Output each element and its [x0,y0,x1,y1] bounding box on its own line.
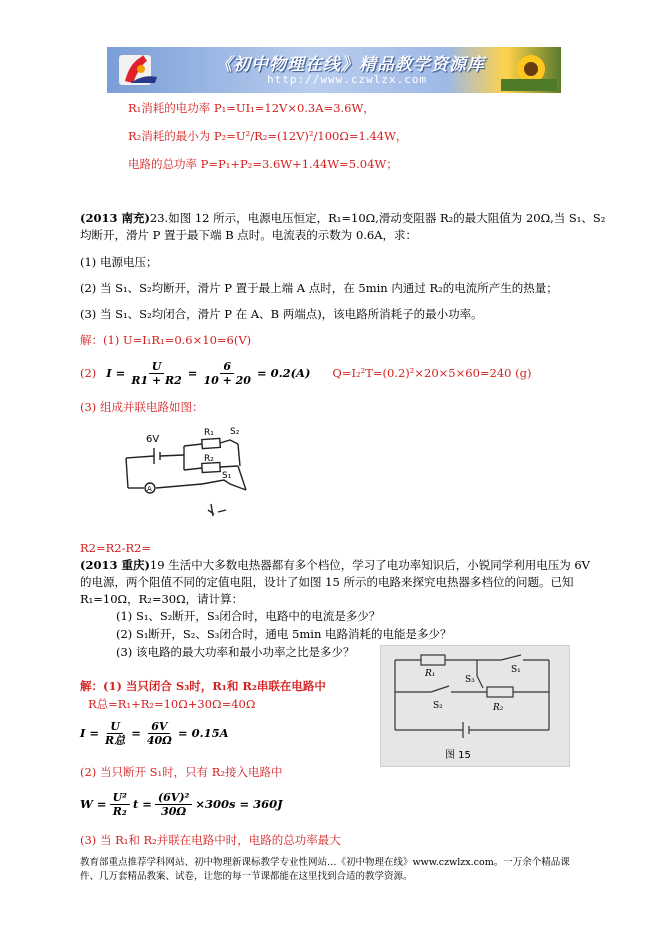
problem2-stem-line3: R₁=10Ω，R₂=30Ω，请计算： [80,592,244,606]
answer2-frac2-den: 10 + 20 [203,373,251,387]
sketch-r1-label: R₁ [204,428,214,438]
problem2-source: (2013 重庆) [80,558,150,572]
energy-frac1-num: U² [110,791,130,805]
site-logo-icon [117,51,167,89]
page-footer [80,856,580,884]
problem2-q3: (3) 该电路的最大功率和最小功率之比是多少？ [116,645,355,659]
sketch-r2-label: R₂ [204,454,214,464]
problem1-answer1: 解：(1) U=I₁R₁=0.6×10=6(V) [80,333,252,347]
current-frac2-den: 40Ω [146,733,172,747]
figure-15-photo [380,645,570,767]
energy-result: ×300s = 360J [195,796,283,811]
fig15-s1-label: S₁ [511,665,521,675]
problem1-q3: (3) 当 S₁、S₂均闭合，滑片 P 在 A、B 两端点)，该电路所消耗子的最小功率。 [80,307,483,321]
p1-power-line: R₁消耗的电功率 P₁=UI₁=12V×0.3A=3.6W， [128,101,375,115]
problem2-q1: (1) S₁、S₂断开，S₃闭合时，电路中的电流是多少？ [116,609,381,623]
total-power-line: 电路的总功率 P=P₁+P₂=3.6W+1.44W=5.04W； [128,157,398,171]
sketch-ammeter-label: A [147,485,152,493]
energy-fraction2 [155,791,192,818]
p2-power-line: R₂消耗的最小为 P₂=U²/R₂=(12V)²/100Ω=1.44W， [128,129,408,143]
current-fraction2 [144,720,175,747]
problem2-stem-line1 [80,558,590,573]
problem1-q1: (1) 电源电压； [80,255,158,269]
energy-symbol: W = [80,796,107,811]
problem1-source: (2013 南充) [80,211,150,225]
energy-frac2-den: 30Ω [161,804,187,818]
fig15-r2-label: R₂ [493,703,504,713]
current-frac2-num: 6V [148,720,170,734]
problem2-total-resistance: R总=R₁+R₂=10Ω+30Ω=40Ω [88,697,256,711]
sketch-voltage-label: 6V [146,434,160,445]
sunflower-icon [501,49,557,91]
answer2-fraction2 [200,360,254,387]
hand-drawn-circuit-sketch [118,418,268,528]
problem1-q2: (2) 当 S₁、S₂均断开，滑片 P 置于最上端 A 点时，在 5min 内通过 R₂的电流所产生的热量； [80,281,558,295]
answer2-frac1-num: U [149,360,165,374]
banner-url[interactable]: http://www.czwlzx.com [267,73,428,86]
problem2-stem-line2: 的电源，两个阻值不同的定值电阻，设计了如图 15 所示的电路来探究电热器多档位的问题。已知 [80,575,574,589]
problem2-solution2: (2) 当只断开 S₁时，只有 R₂接入电路中 [80,765,283,779]
answer2-label: (2) [80,365,97,380]
figure-15-circuit [381,646,569,766]
problem1-stem-line1 [80,211,605,226]
fig15-s2-label: S₂ [433,701,443,711]
problem2-energy-equation [80,786,283,822]
sketch-s2-label: S₂ [230,427,240,437]
problem2-solution1: 解：(1) 当只闭合 S₃时，R₁和 R₂串联在电路中 [80,679,326,693]
answer2-frac1-den: R1 + R2 [131,373,182,387]
current-result: = 0.15A [177,725,229,740]
banner-title: 《初中物理在线》精品教学资源库 [215,55,485,75]
footer-line1: 教育部重点推荐学科网站、初中物理新课标教学专业性网站…《初中物理在线》www.czwlzx.com。一万余个精品课 [80,857,570,868]
fig15-r1-label: R₁ [425,669,436,679]
problem1-stem-line2: 均断开，滑片 P 置于最下端 B 点时。电流表的示数为 0.6A，求： [80,228,418,242]
energy-fraction1 [110,791,130,818]
answer2-frac2-num: 6 [220,360,234,374]
current-fraction1 [102,720,128,747]
problem2-stem-text1: 19 生活中大多数电热器都有多个档位，学习了电功率知识后，小锐同学利用电压为 6V [149,558,590,572]
energy-frac1-den: R₂ [112,804,127,818]
fig15-s3-label: S₃ [465,675,475,685]
fig15-caption: 图 15 [445,750,471,761]
problem2-current-equation: I = $\frac{U}{\text{R总}}$ = $\frac{6V}{40\Omega}$ = 0.15A [80,719,229,747]
current-frac1-num: U [107,720,123,734]
problem2-q2: (2) S₁断开，S₂、S₃闭合时，通电 5min 电路消耗的电能是多少？ [116,627,452,641]
energy-t: t = [132,796,152,811]
problem2-solution3: (3) 当 R₁和 R₂并联在电路中时，电路的总功率最大 [80,833,341,847]
answer2-current-symbol: I = [106,365,126,380]
current-frac1-den: R总 [105,733,126,747]
footer-line2: 件、几万套精品教案、试卷，让您的每一节课都能在这里找到合适的教学资源。 [80,871,413,882]
problem1-answer2: (2) I = $\frac{U}{R1 + R2}$ = $\frac{6}{10 + 20}$ = 0.2(A) Q=I₂²T=(0.2)²×20×5×60=240 (g) [80,359,532,387]
problem1-r-line: R2=R2-R2= [80,541,152,555]
answer2-fraction1 [128,360,184,387]
problem1-stem-text1: 23.如图 12 所示，电源电压恒定，R₁=10Ω,滑动变阻器 R₂的最大阻值为 20Ω,当 S₁、S₂ [149,211,606,225]
problem1-answer3: (3) 组成并联电路如图： [80,400,204,414]
energy-frac2-num: (6V)² [155,791,192,805]
sketch-s1-label: S₁ [222,471,232,481]
current-symbol: I = [80,725,100,740]
answer2-result: = 0.2(A) [256,365,311,380]
answer2-heat: Q=I₂²T=(0.2)²×20×5×60=240 (g) [332,365,532,380]
header-banner [107,47,561,93]
